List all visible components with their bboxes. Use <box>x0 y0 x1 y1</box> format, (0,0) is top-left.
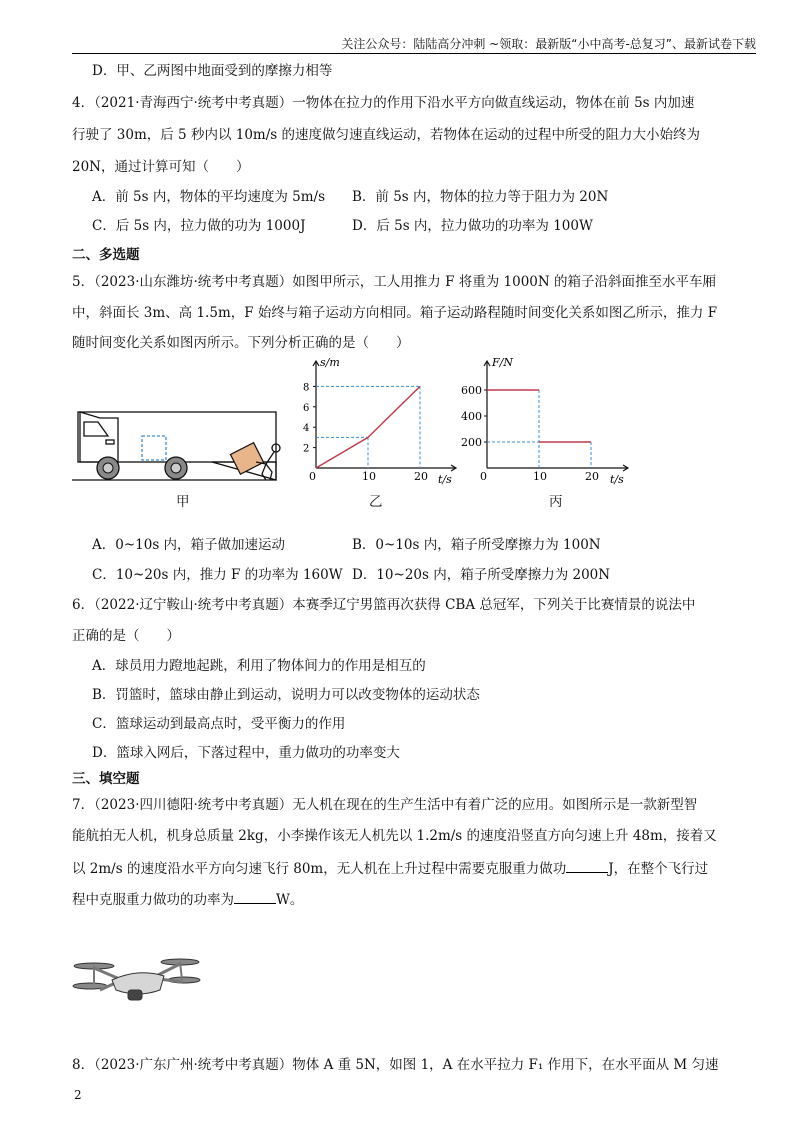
y-axis-label: F/N <box>492 356 513 369</box>
q6-option-d: D．篮球入网后，下落过程中，重力做功的功率变大 <box>92 745 400 761</box>
q4-option-a: A．前 5s 内，物体的平均速度为 5m/s <box>92 189 326 205</box>
q6-stem-line2: 正确的是（ ） <box>72 628 180 644</box>
front-wheel-hub <box>103 463 113 473</box>
q7-blank-power[interactable] <box>234 889 276 904</box>
q7-stem-line1: 7．（2023·四川德阳·统考中考真题）无人机在现在的生产生活中有着广泛的应用。如图所示是一款新型智 <box>72 797 698 813</box>
section-fill-in: 三、填空题 <box>72 771 140 787</box>
figure-label-yi: 乙 <box>369 494 383 510</box>
y-tick-2: 2 <box>303 443 310 455</box>
y-tick-6: 6 <box>303 402 310 414</box>
x-tick-0: 0 <box>309 470 316 483</box>
q7-line4-after-blank: W。 <box>276 892 304 908</box>
page-number: 2 <box>74 1088 82 1102</box>
y-tick-4: 4 <box>303 423 310 435</box>
x-tick-0: 0 <box>480 470 487 483</box>
q7-line3-after-blank: J，在整个飞行过 <box>608 861 709 877</box>
q5-option-a: A．0~10s 内，箱子做加速运动 <box>92 537 286 553</box>
q4-stem-line3: 20N，通过计算可知（ ） <box>72 159 250 175</box>
x-tick-20: 20 <box>585 470 599 483</box>
q5-option-c: C．10~20s 内，推力 F 的功率为 160W <box>92 567 343 583</box>
figure-label-bing: 丙 <box>549 494 563 510</box>
distance-curve <box>316 386 420 468</box>
x-axis-label: t/s <box>610 473 624 486</box>
q5-stem-line3: 随时间变化关系如图丙所示。下列分析正确的是（ ） <box>72 335 410 351</box>
header-divider <box>72 53 756 54</box>
q7-stem-line4 <box>72 889 303 909</box>
y-tick-8: 8 <box>303 382 310 394</box>
q6-option-b: B．罚篮时，篮球由静止到运动，说明力可以改变物体的运动状态 <box>92 687 480 703</box>
y-axis-label: s/m <box>320 356 340 369</box>
q8-stem-line1: 8．（2023·广东广州·统考中考真题）物体 A 重 5N，如图 1，A 在水平拉力 F₁ 作用下，在水平面从 M 匀速 <box>72 1057 719 1073</box>
drone-image <box>72 950 202 1020</box>
y-tick-400: 400 <box>461 410 482 423</box>
q6-stem-line1: 6．（2022·辽宁鞍山·统考中考真题）本赛季辽宁男篮再次获得 CBA 总冠军，下列关于比赛情景的说法中 <box>72 597 696 613</box>
x-tick-10: 10 <box>533 470 547 483</box>
q3-option-d: D．甲、乙两图中地面受到的摩擦力相等 <box>92 63 333 79</box>
x-tick-10: 10 <box>362 470 376 483</box>
x-axis-label: t/s <box>438 473 452 486</box>
q5-stem-line1: 5．（2023·山东潍坊·统考中考真题）如图甲所示，工人用推力 F 将重为 1000N 的箱子沿斜面推至水平车厢 <box>72 274 716 290</box>
q4-stem-line2: 行驶了 30m，后 5 秒内以 10m/s 的速度做匀速直线运动，若物体在运动的过程中所受的阻力大小始终为 <box>72 127 700 143</box>
rear-wheel-hub <box>171 463 181 473</box>
q7-stem-line3 <box>72 858 708 878</box>
q7-blank-work[interactable] <box>566 858 608 873</box>
q4-option-d: D．后 5s 内，拉力做功的功率为 100W <box>352 218 593 234</box>
x-tick-20: 20 <box>414 470 428 483</box>
figure-truck-ramp <box>70 400 290 490</box>
q4-option-c: C．后 5s 内，拉力做的功为 1000J <box>92 218 306 234</box>
q4-option-b: B．前 5s 内，物体的拉力等于阻力为 20N <box>352 189 609 205</box>
truck-window <box>84 422 108 436</box>
q5-option-b: B．0~10s 内，箱子所受摩擦力为 100N <box>352 537 601 553</box>
graph-force-time <box>455 352 635 487</box>
q7-line3-before-blank: 以 2m/s 的速度沿水平方向匀速飞行 80m，无人机在上升过程中需要克服重力做功 <box>72 861 567 877</box>
q6-option-a: A．球员用力蹬地起跳，利用了物体间力的作用是相互的 <box>92 658 426 674</box>
q4-stem-line1: 4．（2021·青海西宁·统考中考真题）一物体在拉力的作用下沿水平方向做直线运动，物体在前 5s 内加速 <box>72 95 695 111</box>
y-tick-600: 600 <box>461 384 482 397</box>
y-tick-200: 200 <box>461 436 482 449</box>
pushed-box <box>230 443 263 474</box>
q7-stem-line2: 能航拍无人机，机身总质量 2kg，小李操作该无人机先以 1.2m/s 的速度沿竖直方向匀速上升 48m，接着又 <box>72 828 717 844</box>
drone-camera <box>128 990 142 1000</box>
truck-cab <box>80 412 118 462</box>
q7-line4-before-blank: 程中克服重力做功的功率为 <box>72 892 234 908</box>
page-header: 关注公众号：陆陆高分冲刺 ~领取：最新版“小中高考-总复习”、最新试卷下载 <box>341 37 756 51</box>
graph-distance-time <box>290 352 465 487</box>
q5-option-d: D．10~20s 内，箱子所受摩擦力为 200N <box>352 567 611 583</box>
truck-handle <box>106 440 114 444</box>
q6-option-c: C．篮球运动到最高点时，受平衡力的作用 <box>92 716 346 732</box>
section-multiple-choice: 二、多选题 <box>72 247 140 263</box>
figure-label-jia: 甲 <box>176 494 190 510</box>
q5-stem-line2: 中，斜面长 3m、高 1.5m，F 始终与箱子运动方向相同。箱子运动路程随时间变化关系如图乙所示，推力 F <box>72 305 718 321</box>
box-target-dashed <box>142 436 166 460</box>
